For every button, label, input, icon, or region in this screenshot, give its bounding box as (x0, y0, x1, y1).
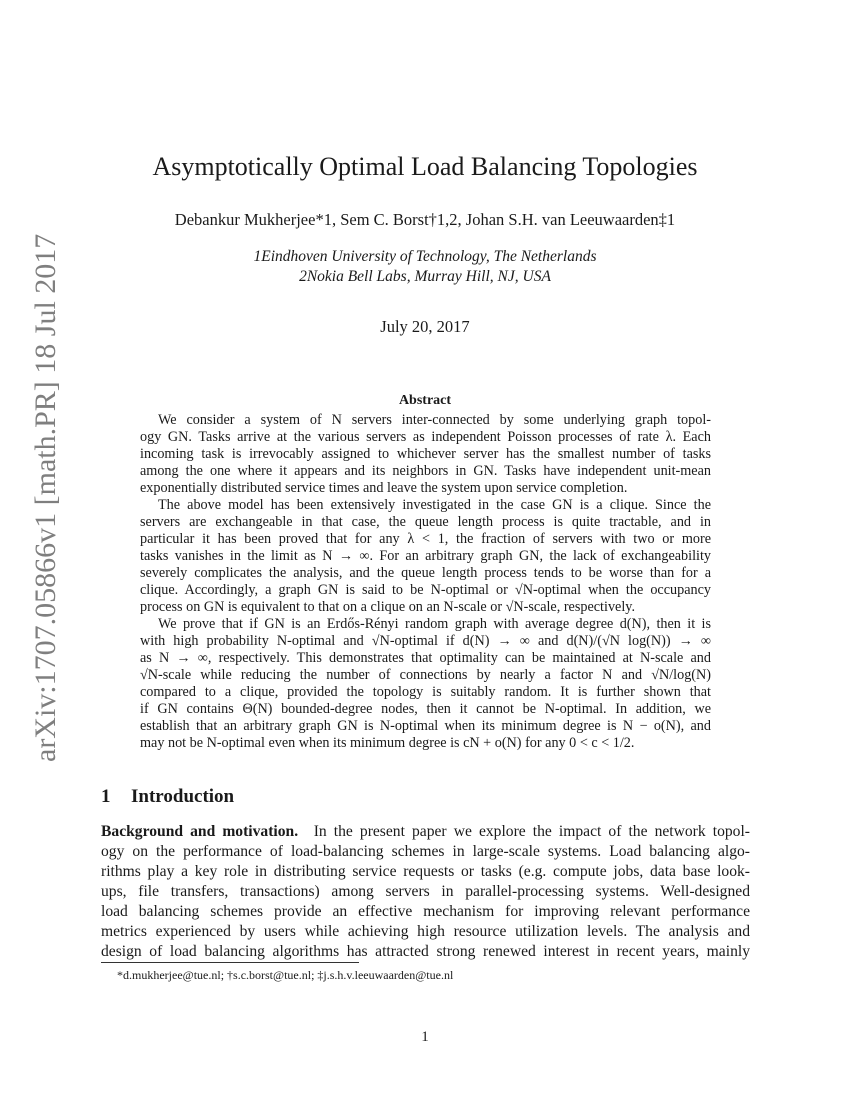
body-line (101, 822, 750, 841)
abstract-line: as N → ∞, respectively. This demonstrates that optimality can be maintained at N-scale and (140, 650, 711, 666)
body-line: load balancing schemes provide an effective mechanism for improving relevant performance (101, 903, 750, 920)
abstract-line: tasks vanishes in the limit as N → ∞. For an arbitrary graph GN, the lack of exchangeability (140, 548, 711, 564)
body-line: design of load balancing algorithms has attracted strong renewed interest in recent years, mainly (101, 943, 750, 960)
abstract-line: incoming task is irrevocably assigned to whichever server has the smallest number of tasks (140, 446, 711, 462)
abstract-line: We prove that if GN is an Erdős-Rényi random graph with average degree d(N), then it is (158, 616, 711, 632)
section-heading (101, 786, 234, 808)
body-line-text: In the present paper we explore the impact of the network topol- (313, 823, 750, 840)
abstract-line: ogy GN. Tasks arrive at the various servers as independent Poisson processes of rate λ. Each (140, 429, 711, 445)
body-line: rithms play a key role in distributing service requests or tasks (e.g. compute jobs, data base look- (101, 863, 750, 880)
body-line: ogy on the performance of load-balancing schemes in large-scale systems. Load balancing algo- (101, 843, 750, 860)
paper-title: Asymptotically Optimal Load Balancing Topologies (152, 152, 698, 181)
footnote-emails: *d.mukherjee@tue.nl; †s.c.borst@tue.nl; ‡j.s.h.v.leeuwaarden@tue.nl (117, 968, 454, 982)
footnote-rule (101, 962, 359, 963)
section-title: Introduction (131, 786, 235, 807)
abstract-line: servers are exchangeable in that case, the queue length process is quite tractable, and in (140, 514, 711, 530)
abstract-line: severely complicates the analysis, and the queue length process tends to be worse than for a (140, 565, 711, 581)
abstract-line: √N-scale while reducing the number of connections by nearly a factor N and √N/log(N) (140, 667, 711, 683)
section-number: 1 (101, 786, 111, 807)
paper-date: July 20, 2017 (380, 317, 470, 336)
abstract-heading: Abstract (398, 393, 452, 408)
author-list: Debankur Mukherjee*1, Sem C. Borst†1,2, Johan S.H. van Leeuwaarden‡1 (174, 210, 676, 229)
abstract-line: particular it has been proved that for any λ < 1, the fraction of servers with two or more (140, 531, 711, 547)
arxiv-stamp: arXiv:1707.05866v1 [math.PR] 18 Jul 2017 (29, 233, 62, 762)
abstract-line: may not be N-optimal even when its minimum degree is cN + o(N) for any 0 < c < 1/2. (140, 735, 635, 751)
affiliation-2: 2Nokia Bell Labs, Murray Hill, NJ, USA (299, 268, 551, 285)
abstract-line: among the one where it appears and its neighbors in GN. Tasks have independent unit-mean (140, 463, 711, 479)
abstract-line: with high probability N-optimal and √N-optimal if d(N) → ∞ and d(N)/(√N log(N)) → ∞ (140, 633, 711, 649)
body-line: ups, file transfers, transactions) among servers in parallel-processing systems. Well-designed (101, 883, 750, 900)
abstract-line: establish that an arbitrary graph GN is N-optimal when its minimum degree is N − o(N), and (140, 718, 711, 734)
affiliation-1: 1Eindhoven University of Technology, The Netherlands (253, 248, 597, 265)
abstract-line: exponentially distributed service times and leave the system upon service completion. (140, 480, 628, 496)
run-in-heading: Background and motivation. (101, 823, 299, 840)
abstract-line: process on GN is equivalent to that on a clique on an N-scale or √N-scale, respectively. (140, 599, 635, 615)
abstract-line: The above model has been extensively investigated in the case GN is a clique. Since the (158, 497, 711, 513)
abstract-line: compared to a clique, provided the topology is suitably random. It is further shown that (140, 684, 711, 700)
abstract-line: if GN contains Θ(N) bounded-degree nodes, then it cannot be N-optimal. In addition, we (140, 701, 711, 717)
abstract-line: We consider a system of N servers inter-connected by some underlying graph topol- (158, 412, 711, 428)
abstract-line: clique. Accordingly, a graph GN is said to be N-optimal or √N-optimal when the occupancy (140, 582, 711, 598)
body-line: metrics experienced by users while achieving high resource utilization levels. The analysis and (101, 923, 750, 940)
page-number: 1 (421, 1029, 429, 1045)
